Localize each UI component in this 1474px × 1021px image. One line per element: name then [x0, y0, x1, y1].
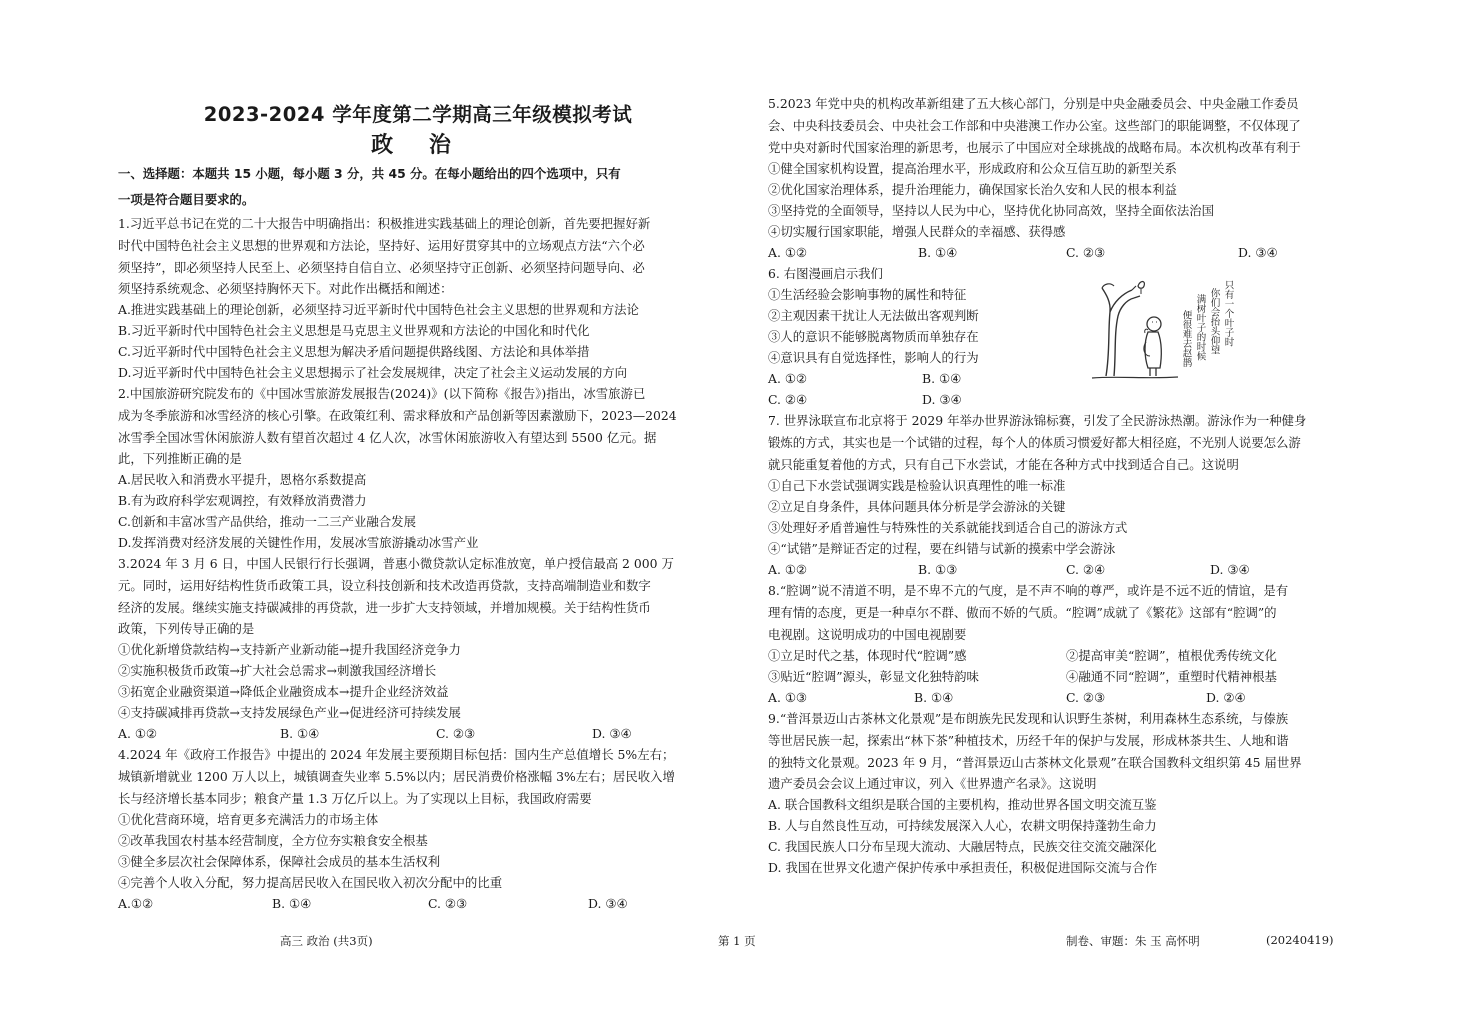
q7-stem: 就只能重复着他的方式，只有自己下水尝试，才能在各种方式中找到适合自己。这说明	[768, 457, 1239, 472]
q7-item: ②立足自身条件，具体问题具体分析是学会游泳的关键	[768, 499, 1066, 514]
q5-item: ④切实履行国家职能，增强人民群众的幸福感、获得感	[768, 224, 1066, 239]
q5-stem: 党中央对新时代国家治理的新思考，也展示了中国应对全球挑战的战略布局。本次机构改革有利于	[768, 140, 1301, 155]
q4-item: ①优化营商环境，培育更多充满活力的市场主体	[118, 812, 379, 827]
q8-stem: 理有情的态度，更是一种卓尔不群、傲而不娇的气质。“腔调”成就了《繁花》这部有“腔调”的	[768, 605, 1277, 620]
q8-choice-b: B. ①④	[914, 690, 954, 705]
q4-choice-a: A.①②	[118, 896, 154, 911]
q4-choice-b: B. ①④	[272, 896, 312, 911]
q8-item: ①立足时代之基，体现时代“腔调”感	[768, 648, 967, 663]
q3-choice-a: A. ①②	[118, 726, 158, 741]
q5-stem: 5.2023 年党中央的机构改革新组建了五大核心部门，分别是中央金融委员会、中央金融工作委员	[768, 96, 1299, 111]
q5-choice-d: D. ③④	[1238, 245, 1278, 260]
q5-item: ①健全国家机构设置，提高治理水平，形成政府和公众互信互助的新型关系	[768, 161, 1177, 176]
q2-option-a: A.居民收入和消费水平提升，恩格尔系数提高	[118, 472, 367, 487]
q1-option-d: D.习近平新时代中国特色社会主义思想揭示了社会发展规律，决定了社会主义运动发展的方向	[118, 365, 628, 380]
q6-choice-c: C. ②④	[768, 392, 808, 407]
q8-choice-d: D. ②④	[1206, 690, 1246, 705]
q2-option-c: C.创新和丰富冰雪产品供给，推动一二三产业融合发展	[118, 514, 416, 529]
q9-stem: 遗产委员会会议上通过审议，列入《世界遗产名录》。这说明	[768, 776, 1097, 791]
cartoon-caption: 只有一个叶子时	[1222, 280, 1234, 347]
q9-stem: 等世居民族一起，探索出“林下茶”种植技术，历经千年的保护与发展，形成林茶共生、人地和谐	[768, 733, 1289, 748]
subject-title: 政 治	[371, 133, 465, 158]
cartoon-caption: 你们会抬头仰望	[1208, 288, 1220, 355]
q3-item: ①优化新增贷款结构→支持新产业新动能→提升我国经济竞争力	[118, 642, 461, 657]
q3-stem: 经济的发展。继续实施支持碳减排的再贷款，进一步扩大支持领域，并增加规模。关于结构性货币	[118, 600, 651, 615]
q8-choice-a: A. ①③	[768, 690, 808, 705]
q1-stem: 须坚持系统观念、必须坚持胸怀天下。对此作出概括和阐述：	[118, 281, 453, 296]
q3-stem: 政策，下列传导正确的是	[118, 621, 255, 636]
q8-stem: 8.“腔调”说不清道不明，是不卑不亢的气度，是不声不响的尊严，或许是不远不近的情谊，是有	[768, 583, 1289, 598]
q8-item: ③贴近“腔调”源头，彰显文化独特韵味	[768, 669, 979, 684]
q7-choice-d: D. ③④	[1210, 562, 1250, 577]
q5-stem: 会、中央科技委员会、中央社会工作部和中央港澳工作办公室。这些部门的职能调整，不仅体现了	[768, 118, 1301, 133]
q3-item: ③拓宽企业融资渠道→降低企业融资成本→提升企业经济效益	[118, 684, 449, 699]
q6-choice-d: D. ③④	[922, 392, 962, 407]
q7-item: ④“试错”是辩证否定的过程，要在纠错与试新的摸索中学会游泳	[768, 541, 1116, 556]
q2-stem: 此，下列推断正确的是	[118, 451, 242, 466]
q4-item: ④完善个人收入分配，努力提高居民收入在国民收入初次分配中的比重	[118, 875, 503, 890]
q5-item: ②优化国家治理体系，提升治理能力，确保国家长治久安和人民的根本利益	[768, 182, 1177, 197]
q5-choice-a: A. ①②	[768, 245, 808, 260]
q8-item: ②提高审美“腔调”，植根优秀传统文化	[1066, 648, 1277, 663]
q4-choice-c: C. ②③	[428, 896, 468, 911]
q2-stem: 冰雪季全国冰雪休闲旅游人数有望首次超过 4 亿人次，冰雪休闲旅游收入有望达到 5500 亿元。据	[118, 430, 657, 445]
q7-stem: 锻炼的方式，其实也是一个试错的过程，每个人的体质习惯爱好都大相径庭，不光别人说要怎么游	[768, 435, 1301, 450]
cartoon-caption: 满树叶子的时候	[1194, 294, 1206, 361]
q1-option-b: B.习近平新时代中国特色社会主义思想是马克思主义世界观和方法论的中国化和时代化	[118, 323, 590, 338]
q8-stem: 电视剧。这说明成功的中国电视剧要	[768, 627, 967, 642]
q3-choice-b: B. ①④	[280, 726, 320, 741]
footer-course: 高三 政治 (共3页)	[280, 934, 373, 948]
q7-stem: 7. 世界泳联宣布北京将于 2029 年举办世界游泳锦标赛，引发了全民游泳热潮。游泳作为一种健身	[768, 413, 1307, 428]
q3-stem: 3.2024 年 3 月 6 日，中国人民银行行长强调，普惠小微贷款认定标准放宽，单户授信最高 2 000 万	[118, 556, 674, 571]
q1-option-c: C.习近平新时代中国特色社会主义思想为解决矛盾问题提供路线图、方法论和具体举措	[118, 344, 590, 359]
q9-stem: 的独特文化景观。2023 年 9 月，“普洱景迈山古茶林文化景观”在联合国教科文组织第 45 届世界	[768, 755, 1302, 770]
q9-option-b: B. 人与自然良性互动，可持续发展深入人心，农耕文明保持蓬勃生命力	[768, 818, 1157, 833]
q1-stem: 须坚持”，即必须坚持人民至上、必须坚持自信自立、必须坚持守正创新、必须坚持问题导向、必	[118, 260, 645, 275]
q6-item: ④意识具有自觉选择性，影响人的行为	[768, 350, 979, 365]
q6-item: ①生活经验会影响事物的属性和特征	[768, 287, 967, 302]
footer-authors: 制卷、审题：朱 玉 高怀明	[1066, 934, 1200, 948]
q8-item: ④融通不同“腔调”，重塑时代精神根基	[1066, 669, 1277, 684]
q6-item: ③人的意识不能够脱离物质而单独存在	[768, 329, 979, 344]
q5-choice-b: B. ①④	[918, 245, 958, 260]
footer-page-number: 第 1 页	[718, 934, 756, 948]
q4-stem: 城镇新增就业 1200 万人以上，城镇调查失业率 5.5%以内；居民消费价格涨幅 3%左右；居民收入增	[118, 769, 675, 784]
q4-stem: 4.2024 年《政府工作报告》中提出的 2024 年发展主要预期目标包括：国内生产总值增长 5%左右；	[118, 747, 675, 762]
q9-stem: 9.“普洱景迈山古茶林文化景观”是布朗族先民发现和认识野生茶树，利用森林生态系统，与傣族	[768, 711, 1289, 726]
q3-item: ②实施积极货币政策→扩大社会总需求→刺激我国经济增长	[118, 663, 437, 678]
section-heading: 一项是符合题目要求的。	[118, 192, 255, 207]
q3-choice-c: C. ②③	[436, 726, 476, 741]
q7-choice-a: A. ①②	[768, 562, 808, 577]
q9-option-a: A. 联合国教科文组织是联合国的主要机构，推动世界各国文明交流互鉴	[768, 797, 1157, 812]
q6-stem: 6. 右图漫画启示我们	[768, 266, 883, 281]
q4-choice-d: D. ③④	[588, 896, 628, 911]
q7-choice-b: B. ①③	[918, 562, 958, 577]
q4-item: ③健全多层次社会保障体系，保障社会成员的基本生活权利	[118, 854, 441, 869]
q4-stem: 长与经济增长基本同步；粮食产量 1.3 万亿斤以上。为了实现以上目标，我国政府需要	[118, 791, 592, 806]
cartoon-caption: 便很难去赵鹊	[1180, 310, 1192, 367]
q1-option-a: A.推进实践基础上的理论创新，必须坚持习近平新时代中国特色社会主义思想的世界观和方法论	[118, 302, 639, 317]
exam-title: 2023-2024 学年度第二学期高三年级模拟考试	[203, 103, 633, 126]
q2-option-b: B.有为政府科学宏观调控，有效释放消费潜力	[118, 493, 367, 508]
q2-stem: 成为冬季旅游和冰雪经济的核心引擎。在政策红利、需求释放和产品创新等因素激励下，2023—2024	[118, 408, 677, 423]
cartoon-illustration	[1088, 272, 1238, 390]
q7-item: ③处理好矛盾普遍性与特殊性的关系就能找到适合自己的游泳方式	[768, 520, 1128, 535]
q8-choice-c: C. ②③	[1066, 690, 1106, 705]
q2-option-d: D.发挥消费对经济发展的关键性作用，发展冰雪旅游撬动冰雪产业	[118, 535, 479, 550]
q6-item: ②主观因素干扰让人无法做出客观判断	[768, 308, 979, 323]
q2-stem: 2.中国旅游研究院发布的《中国冰雪旅游发展报告(2024)》(以下简称《报告》)指出，冰雪旅游已	[118, 386, 646, 401]
q3-item: ④支持碳减排再贷款→支持发展绿色产业→促进经济可持续发展	[118, 705, 461, 720]
q7-choice-c: C. ②④	[1066, 562, 1106, 577]
q9-option-d: D. 我国在世界文化遗产保护传承中承担责任，积极促进国际交流与合作	[768, 860, 1158, 875]
q5-choice-c: C. ②③	[1066, 245, 1106, 260]
q7-item: ①自己下水尝试强调实践是检验认识真理性的唯一标准	[768, 478, 1066, 493]
footer-code: (20240419)	[1266, 933, 1334, 947]
q4-item: ②改革我国农村基本经营制度，全方位夯实粮食安全根基	[118, 833, 428, 848]
q6-choice-b: B. ①④	[922, 371, 962, 386]
cartoon-drawing	[1088, 272, 1238, 390]
q5-item: ③坚持党的全面领导，坚持以人民为中心，坚持优化协同高效，坚持全面依法治国	[768, 203, 1215, 218]
q6-choice-a: A. ①②	[768, 371, 808, 386]
q9-option-c: C. 我国民族人口分布呈现大流动、大融居特点，民族交往交流交融深化	[768, 839, 1157, 854]
q3-stem: 元。同时，运用好结构性货币政策工具，设立科技创新和技术改造再贷款，支持高端制造业和数字	[118, 578, 651, 593]
section-heading: 一、选择题：本题共 15 小题，每小题 3 分，共 45 分。在每小题给出的四个选项中，只有	[118, 166, 621, 181]
q3-choice-d: D. ③④	[592, 726, 632, 741]
q1-stem: 时代中国特色社会主义思想的世界观和方法论，坚持好、运用好贯穿其中的立场观点方法“六个必	[118, 238, 645, 253]
q1-stem: 1.习近平总书记在党的二十大报告中明确指出：积极推进实践基础上的理论创新，首先要把握好新	[118, 216, 651, 231]
